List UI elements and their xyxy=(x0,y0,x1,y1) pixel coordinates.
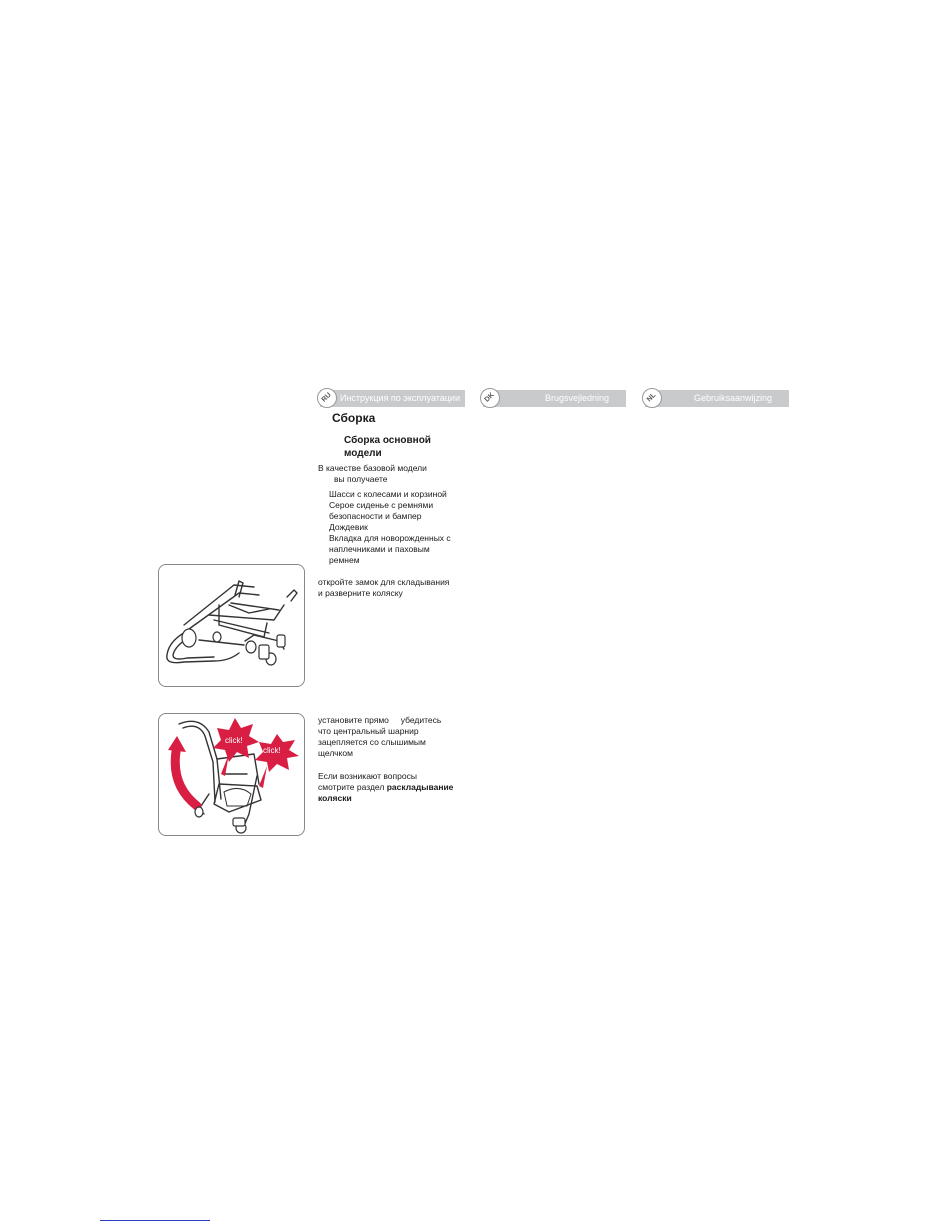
step2-line: установите прямо убедитесь xyxy=(318,715,442,725)
list-item: ремнем xyxy=(329,555,360,565)
subsection-title-line1: Сборка основной xyxy=(344,435,431,446)
header-dk-label: Brugsvejledning xyxy=(544,393,609,403)
note-line2-plain: смотрите раздел xyxy=(318,782,387,792)
note-ref-unfolding: раскладывание xyxy=(386,782,454,792)
list-item: Дождевик xyxy=(329,522,368,532)
illustration-unfold-stroller xyxy=(158,564,305,687)
folded-stroller-drawing xyxy=(159,565,304,686)
header-ru-label: Инструкция по эксплуатации xyxy=(339,393,460,403)
step2-line: что центральный шарнир xyxy=(318,726,419,736)
lang-badge-dk: DK xyxy=(476,384,504,412)
intro-line1: В качестве базовой модели xyxy=(318,463,427,473)
note-line3 xyxy=(318,793,453,804)
step2-line: щелчком xyxy=(318,748,353,758)
list-item: наплечниками и паховым xyxy=(329,544,430,554)
list-item: Вкладка для новорожденных с xyxy=(329,533,451,543)
illustration-click-hinge xyxy=(158,713,305,836)
note-ref-stroller: коляски xyxy=(318,793,352,803)
step2-line: зацепляется со слышимым xyxy=(318,737,426,747)
intro-text xyxy=(318,463,427,485)
step1-text xyxy=(318,577,449,599)
click-label-left: click! xyxy=(225,736,243,745)
header-nl xyxy=(645,390,789,407)
rotation-arrow xyxy=(175,746,197,806)
header-dk xyxy=(483,390,626,407)
step1-line2: и разверните коляску xyxy=(318,588,403,598)
click-label-right: click! xyxy=(263,746,281,755)
subsection-title xyxy=(344,434,454,460)
contents-list xyxy=(329,489,451,566)
header-nl-label: Gebruiksaanwijzing xyxy=(693,393,772,403)
note-text xyxy=(318,771,453,804)
section-title: Сборка xyxy=(332,411,376,425)
footnote-rule xyxy=(100,1220,210,1221)
intro-line2: вы получаете xyxy=(334,474,388,484)
list-item: Серое сиденье с ремнями xyxy=(329,500,434,510)
note-line2 xyxy=(318,782,453,793)
lang-badge-ru: RU xyxy=(313,384,341,412)
list-item: Шасси с колесами и корзиной xyxy=(329,489,447,499)
step2-text xyxy=(318,715,441,759)
rotation-arrow-head xyxy=(168,736,186,752)
unfolding-stroller-drawing xyxy=(159,714,304,835)
header-ru xyxy=(320,390,465,407)
lang-badge-nl: NL xyxy=(638,384,666,412)
note-line1: Если возникают вопросы xyxy=(318,771,417,781)
subsection-title-line2: модели xyxy=(344,448,382,459)
list-item: безопасности и бампер xyxy=(329,511,422,521)
step1-line1: откройте замок для складывания xyxy=(318,577,450,587)
